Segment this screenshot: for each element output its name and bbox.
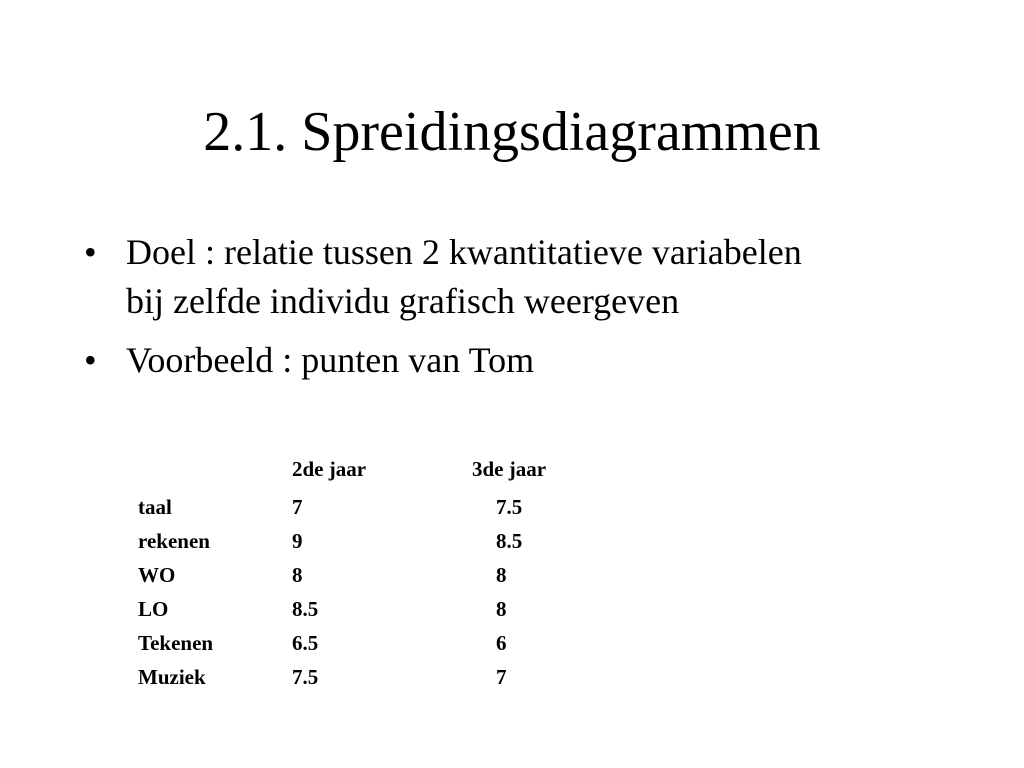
row-subject: Muziek bbox=[138, 665, 206, 689]
table-row bbox=[138, 524, 638, 558]
row-score-3de-jaar: 7.5 bbox=[496, 495, 523, 519]
bullet-item-voorbeeld bbox=[84, 336, 844, 385]
table-row bbox=[138, 558, 638, 592]
bullet-text: Voorbeeld : punten van Tom bbox=[126, 340, 535, 380]
column-header-3de-jaar: 3de jaar bbox=[472, 457, 547, 481]
bullet-item-doel bbox=[84, 228, 844, 326]
slide-title: 2.1. Spreidingsdiagrammen bbox=[203, 101, 821, 163]
row-score-2de-jaar: 8.5 bbox=[292, 597, 319, 621]
row-score-2de-jaar: 7 bbox=[292, 495, 303, 519]
row-subject: Tekenen bbox=[138, 631, 214, 655]
row-score-2de-jaar: 8 bbox=[292, 563, 303, 587]
scores-table bbox=[138, 452, 638, 694]
table-row bbox=[138, 660, 638, 694]
row-score-2de-jaar: 6.5 bbox=[292, 631, 319, 655]
table-row bbox=[138, 592, 638, 626]
row-score-3de-jaar: 8 bbox=[496, 597, 507, 621]
row-subject: rekenen bbox=[138, 529, 210, 553]
bullet-icon: • bbox=[84, 340, 97, 380]
row-score-3de-jaar: 8.5 bbox=[496, 529, 523, 553]
row-score-2de-jaar: 7.5 bbox=[292, 665, 319, 689]
row-score-3de-jaar: 8 bbox=[496, 563, 507, 587]
table-header bbox=[138, 452, 638, 490]
column-header-2de-jaar: 2de jaar bbox=[292, 457, 367, 481]
row-subject: taal bbox=[138, 495, 172, 519]
bullet-text: Doel : relatie tussen 2 kwantitatieve variabelen bij zelfde individu grafisch weergeven bbox=[126, 232, 802, 321]
table-row bbox=[138, 490, 638, 524]
table-row bbox=[138, 626, 638, 660]
row-subject: LO bbox=[138, 597, 169, 621]
row-score-3de-jaar: 7 bbox=[496, 665, 507, 689]
row-score-3de-jaar: 6 bbox=[496, 631, 507, 655]
bullet-icon: • bbox=[84, 232, 97, 272]
row-subject: WO bbox=[138, 563, 176, 587]
row-score-2de-jaar: 9 bbox=[292, 529, 303, 553]
bullet-list bbox=[84, 228, 844, 395]
